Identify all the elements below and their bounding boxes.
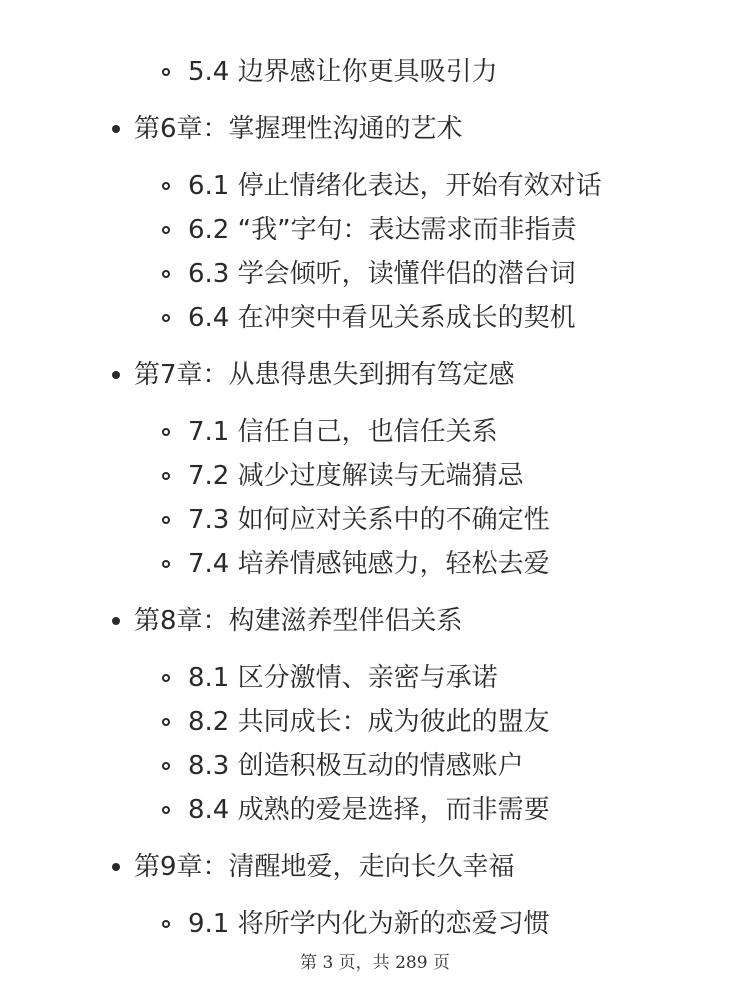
- page-number-footer: 第 3 页，共 289 页: [300, 953, 450, 973]
- hollow-bullet-icon: [162, 182, 170, 190]
- hollow-bullet-icon: [162, 68, 170, 76]
- toc-section-label: 7.2 减少过度解读与无端猜忌: [188, 461, 524, 491]
- hollow-bullet-icon: [162, 226, 170, 234]
- hollow-bullet-icon: [162, 560, 170, 568]
- hollow-bullet-icon: [162, 806, 170, 814]
- toc-section-label: 6.4 在冲突中看见关系成长的契机: [188, 303, 576, 333]
- toc-section-label: 8.1 区分激情、亲密与承诺: [188, 663, 498, 693]
- hollow-bullet-icon: [162, 428, 170, 436]
- filled-bullet-icon: [112, 371, 120, 379]
- toc-section-label: 8.3 创造积极互动的情感账户: [188, 751, 524, 781]
- toc-section-label: 6.2 “我”字句：表达需求而非指责: [188, 215, 577, 245]
- hollow-bullet-icon: [162, 920, 170, 928]
- toc-section-label: 6.1 停止情绪化表达，开始有效对话: [188, 171, 602, 201]
- filled-bullet-icon: [112, 125, 120, 133]
- toc-section-label: 7.4 培养情感钝感力，轻松去爱: [188, 549, 550, 579]
- toc-section-label: 8.2 共同成长：成为彼此的盟友: [188, 707, 550, 737]
- toc-section-label: 5.4 边界感让你更具吸引力: [188, 57, 498, 87]
- toc-section-label: 6.3 学会倾听，读懂伴侣的潜台词: [188, 259, 576, 289]
- toc-section-label: 9.1 将所学内化为新的恋爱习惯: [188, 909, 550, 939]
- hollow-bullet-icon: [162, 762, 170, 770]
- filled-bullet-icon: [112, 617, 120, 625]
- toc-chapter-label: 第7章：从患得患失到拥有笃定感: [134, 360, 515, 390]
- hollow-bullet-icon: [162, 270, 170, 278]
- toc-section-label: 7.1 信任自己，也信任关系: [188, 417, 498, 447]
- hollow-bullet-icon: [162, 718, 170, 726]
- toc-section-label: 7.3 如何应对关系中的不确定性: [188, 505, 550, 535]
- hollow-bullet-icon: [162, 516, 170, 524]
- toc-section-label: 8.4 成熟的爱是选择，而非需要: [188, 795, 550, 825]
- hollow-bullet-icon: [162, 314, 170, 322]
- filled-bullet-icon: [112, 863, 120, 871]
- hollow-bullet-icon: [162, 674, 170, 682]
- toc-chapter-label: 第6章：掌握理性沟通的艺术: [134, 114, 463, 144]
- toc-chapter-label: 第9章：清醒地爱，走向长久幸福: [134, 852, 515, 882]
- hollow-bullet-icon: [162, 472, 170, 480]
- toc-chapter-label: 第8章：构建滋养型伴侣关系: [134, 606, 463, 636]
